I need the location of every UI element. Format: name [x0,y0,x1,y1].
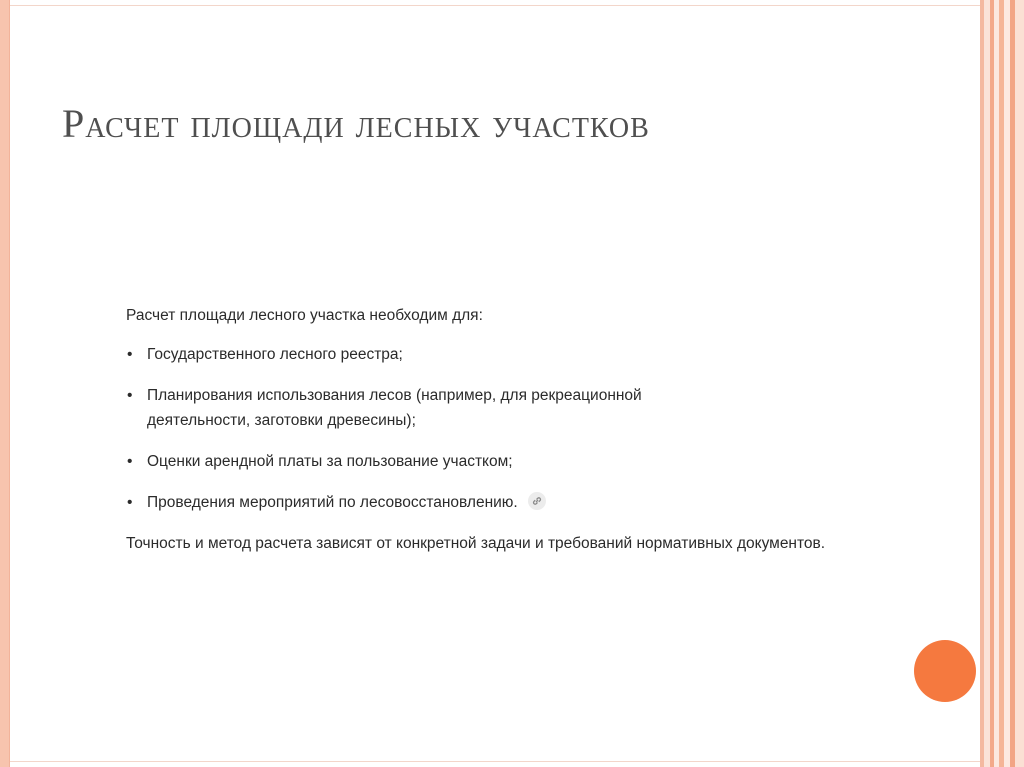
list-item-text: Государственного лесного реестра; [147,346,403,363]
link-icon[interactable] [528,492,546,510]
outro-text: Точность и метод расчета зависят от конкретной задачи и требований нормативных документов. [126,535,826,552]
decorative-circle [914,640,976,702]
right-stripe [1015,0,1024,767]
slide-content [126,303,846,556]
bullet-icon: • [127,494,133,511]
list-item [126,383,747,433]
bullet-icon: • [127,387,133,404]
bullet-list [126,342,846,515]
top-border-line [10,5,980,6]
list-item [126,449,747,474]
bottom-border-line [10,761,980,762]
bullet-icon: • [127,346,133,363]
list-item-text: Оценки арендной платы за пользование участком; [147,453,513,470]
list-item-text: Планирования использования лесов (например, для рекреационной деятельности, заготовки древесины); [147,387,642,429]
list-item-text: Проведения мероприятий по лесовосстановлению. [147,494,518,511]
list-item [126,490,747,515]
bullet-icon: • [127,453,133,470]
left-border-line [9,0,10,767]
slide-title: Расчет площади лесных участков [62,101,650,146]
left-border-decoration [0,0,9,767]
list-item [126,342,747,367]
intro-text: Расчет площади лесного участка необходим для: [126,307,483,324]
